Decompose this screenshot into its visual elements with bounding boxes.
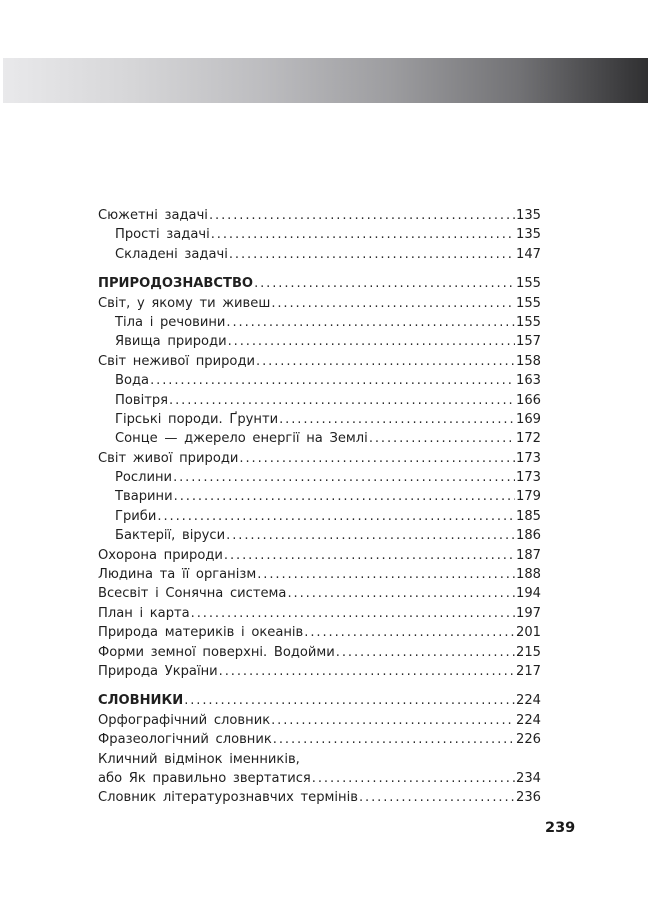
toc-entry[interactable]: [98, 313, 541, 332]
dot-leader: [184, 691, 515, 710]
dot-leader: [254, 274, 515, 293]
toc-entry-title: Світ живої природи: [98, 450, 239, 466]
toc-entry-title: Світ неживої природи: [98, 353, 256, 369]
toc-entry-title: Тіла і речовини: [115, 314, 226, 330]
toc-entry-title-line1: Кличний відмінок іменників,: [98, 751, 300, 767]
toc-entry-title: Орфографічний словник: [98, 712, 271, 728]
toc-entry-title: Гриби: [115, 508, 157, 524]
toc-entry-page: 234: [516, 770, 541, 786]
toc-section-page: 155: [516, 276, 541, 292]
toc-entry-page: 158: [516, 353, 541, 369]
table-of-contents: [98, 206, 541, 808]
toc-entry-page: 173: [516, 470, 541, 486]
toc-entry-page: 172: [516, 431, 541, 447]
dot-leader: [304, 623, 515, 642]
toc-entry[interactable]: [98, 294, 541, 313]
toc-entry[interactable]: [98, 643, 541, 662]
toc-entry-title: Форми земної поверхні. Водойми: [98, 644, 335, 660]
toc-entry-page: 188: [516, 567, 541, 583]
toc-entry-page: 166: [516, 392, 541, 408]
toc-entry[interactable]: [98, 711, 541, 730]
dot-leader: [271, 294, 515, 313]
toc-entry-title: Сонце — джерело енергії на Землі: [115, 431, 368, 447]
page-number: 239: [545, 820, 576, 836]
toc-entry-page: 194: [516, 586, 541, 602]
dot-leader: [271, 711, 515, 730]
toc-entry-title: Повітря: [115, 392, 169, 408]
dot-leader: [169, 391, 515, 410]
toc-entry[interactable]: [98, 565, 541, 584]
toc-entry[interactable]: [98, 507, 541, 526]
toc-entry-page: 226: [516, 732, 541, 748]
toc-entry[interactable]: [98, 429, 541, 448]
dot-leader: [287, 584, 515, 603]
toc-entry-title: Бактерії, віруси: [115, 528, 226, 544]
dot-leader: [336, 643, 515, 662]
toc-entry-page: 185: [516, 508, 541, 524]
toc-entry-page: 224: [516, 712, 541, 728]
toc-entry-title: Складені задачі: [115, 246, 228, 262]
toc-section-title: СЛОВНИКИ: [98, 693, 184, 709]
toc-entry-title: Світ, у якому ти живеш: [98, 295, 271, 311]
toc-entry[interactable]: [98, 662, 541, 681]
dot-leader: [359, 788, 515, 807]
toc-section-heading[interactable]: [98, 274, 541, 293]
toc-entry[interactable]: [98, 332, 541, 351]
dot-leader: [209, 206, 515, 225]
toc-entry-title: або Як правильно звертатися: [98, 770, 311, 786]
toc-entry[interactable]: [98, 584, 541, 603]
toc-entry-page: 236: [516, 790, 541, 806]
toc-entry-page: 186: [516, 528, 541, 544]
toc-entry-title: Природа материків і океанів: [98, 625, 304, 641]
dot-leader: [226, 313, 515, 332]
toc-entry[interactable]: [98, 623, 541, 642]
toc-entry-page: 173: [516, 450, 541, 466]
dot-leader: [173, 468, 515, 487]
dot-leader: [224, 546, 515, 565]
dot-leader: [150, 371, 515, 390]
toc-entry-page: 179: [516, 489, 541, 505]
dot-leader: [273, 730, 515, 749]
toc-entry[interactable]: [98, 487, 541, 506]
dot-leader: [257, 565, 515, 584]
dot-leader: [279, 410, 515, 429]
toc-entry-title: Охорона природи: [98, 547, 223, 563]
toc-entry-title: План і карта: [98, 605, 190, 621]
toc-entry-page: 217: [516, 663, 541, 679]
toc-entry-title: Сюжетні задачі: [98, 208, 208, 223]
toc-entry-page: 201: [516, 625, 541, 641]
dot-leader: [219, 662, 515, 681]
dot-leader: [312, 769, 515, 788]
toc-entry-title: Словник літературознавчих термінів: [98, 790, 358, 806]
toc-entry[interactable]: [98, 410, 541, 429]
toc-entry-title: Рослини: [115, 470, 173, 486]
toc-entry[interactable]: [98, 391, 541, 410]
toc-section-page: 224: [516, 693, 541, 709]
toc-entry-line1[interactable]: [98, 750, 541, 769]
dot-leader: [226, 526, 515, 545]
toc-entry[interactable]: [98, 245, 541, 264]
section-gap: [98, 264, 541, 274]
dot-leader: [256, 352, 515, 371]
toc-entry-page: 147: [516, 246, 541, 262]
toc-entry-page: 187: [516, 547, 541, 563]
toc-entry[interactable]: [98, 526, 541, 545]
toc-entry-title: Природа України: [98, 663, 218, 679]
toc-entry[interactable]: [98, 546, 541, 565]
dot-leader: [174, 487, 515, 506]
toc-entry[interactable]: [98, 449, 541, 468]
section-gap: [98, 681, 541, 691]
dot-leader: [211, 225, 515, 244]
dot-leader: [157, 507, 515, 526]
dot-leader: [228, 332, 515, 351]
toc-section-title: ПРИРОДОЗНАВСТВО: [98, 276, 254, 292]
toc-entry[interactable]: [98, 225, 541, 244]
toc-entry-page: 135: [516, 208, 541, 223]
toc-entry-page: 215: [516, 644, 541, 660]
toc-entry-page: 155: [516, 295, 541, 311]
toc-entry-page: 163: [516, 373, 541, 389]
toc-entry-page: 197: [516, 605, 541, 621]
toc-entry-page: 135: [516, 227, 541, 243]
toc-entry[interactable]: [98, 769, 541, 788]
toc-entry-page: 157: [516, 334, 541, 350]
toc-entry[interactable]: [98, 371, 541, 390]
toc-entry[interactable]: [98, 788, 541, 807]
toc-entry-title: Фразеологічний словник: [98, 732, 272, 748]
dot-leader: [229, 245, 515, 264]
toc-entry-title: Людина та її організм: [98, 567, 257, 583]
toc-entry[interactable]: [98, 730, 541, 749]
dot-leader: [239, 449, 515, 468]
toc-entry[interactable]: [98, 604, 541, 623]
header-gradient-banner: [3, 58, 648, 103]
dot-leader: [369, 429, 515, 448]
toc-entry[interactable]: [98, 468, 541, 487]
toc-entry[interactable]: [98, 352, 541, 371]
toc-entry-title: Явища природи: [115, 334, 227, 350]
toc-entry-page: 169: [516, 411, 541, 427]
toc-entry-title: Всесвіт і Сонячна система: [98, 586, 287, 602]
toc-entry[interactable]: [98, 206, 541, 225]
toc-entry-title: Гірські породи. Ґрунти: [115, 411, 279, 427]
toc-entry-title: Вода: [115, 373, 150, 389]
toc-entry-title: Прості задачі: [115, 227, 210, 243]
toc-entry-title: Тварини: [115, 489, 173, 505]
dot-leader: [191, 604, 515, 623]
toc-entry-page: 155: [516, 314, 541, 330]
toc-section-heading[interactable]: [98, 691, 541, 710]
